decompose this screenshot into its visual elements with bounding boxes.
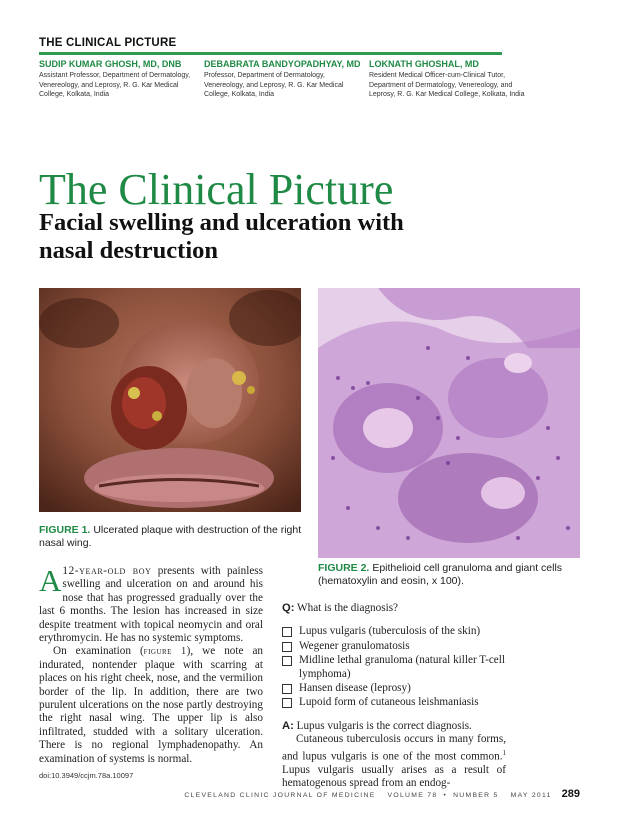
option-text: Lupus vulgaris (tuberculosis of the skin) xyxy=(299,625,481,638)
journal-name: CLEVELAND CLINIC JOURNAL OF MEDICINE xyxy=(184,792,376,799)
page-number: 289 xyxy=(561,788,580,800)
option-item[interactable] xyxy=(282,682,506,695)
checkbox-icon[interactable] xyxy=(282,627,292,637)
answer xyxy=(282,720,506,733)
figure-2-caption xyxy=(318,562,588,588)
paragraph-text: On examination ( xyxy=(53,645,144,658)
figure-2-caption-text: Epithelioid cell granuloma and giant cells (hematoxylin and eosin, x 100). xyxy=(318,562,563,587)
author-affiliation: Professor, Department of Dermatology, Venereology, and Leprosy, R. G. Kar Medical College, Kolkata, India xyxy=(204,72,344,98)
author-block xyxy=(204,59,364,100)
footer-bullet: • xyxy=(443,792,448,799)
paragraph-text: presents with painless swelling and ulceration on and around his nose that has progressed gradually over the last 6 months. The lesion has increased in size despite treatment with topical neomycin and oral erythromycin. He has no systemic symptoms. xyxy=(39,565,264,645)
answer-options xyxy=(282,625,506,709)
issue-date: MAY 2011 xyxy=(510,792,552,799)
author-block xyxy=(39,59,199,100)
figure-1-caption-text: Ulcerated plaque with destruction of the right nasal wing. xyxy=(39,524,302,549)
author-name: SUDIP KUMAR GHOSH, MD, DNB xyxy=(39,59,182,69)
question xyxy=(282,602,506,615)
checkbox-icon[interactable] xyxy=(282,642,292,652)
volume: VOLUME 78 xyxy=(387,792,438,799)
option-item[interactable] xyxy=(282,654,506,681)
dropcap: A xyxy=(39,563,62,598)
question-label: Q: xyxy=(282,602,295,614)
option-text: Lupoid form of cutaneous leishmaniasis xyxy=(299,696,479,709)
case-presentation xyxy=(39,565,263,766)
author-name: LOKNATH GHOSHAL, MD xyxy=(369,59,479,69)
figure-1-caption xyxy=(39,524,309,550)
author-affiliation: Assistant Professor, Department of Dermatology, Venereology, and Leprosy, R. G. Kar Medical College, Kolkata, India xyxy=(39,72,191,98)
author-name: DEBABRATA BANDYOPADHYAY, MD xyxy=(204,59,361,69)
question-answer xyxy=(282,602,506,791)
option-item[interactable] xyxy=(282,640,506,653)
page-footer xyxy=(184,788,580,800)
author-affiliation: Resident Medical Officer-cum-Clinical Tutor, Department of Dermatology, Venereology, and Leprosy, R. G. Kar Medical College, Kolkata, India xyxy=(369,72,525,98)
case-paragraph-1 xyxy=(39,565,263,645)
paragraph-text: ), we note an indurated, nontender plaque with scarring at places on his right cheek, nose, and the vermilion border of the lip. In addition, there are two purulent ulcerations on the nose partly destroying the right nasal wing. The upper lip is also infiltrated, studded with a solitary ulceration. There is no regional lymphadenopathy. An examination of systems is normal. xyxy=(39,645,264,765)
answer-text: Lupus vulgaris is the correct diagnosis. xyxy=(296,719,472,732)
discussion-text: Lupus vulgaris usually arises as a result of hematogenous spread from an endog- xyxy=(282,763,506,790)
answer-label: A: xyxy=(282,719,294,732)
checkbox-icon[interactable] xyxy=(282,656,292,666)
reference-marker[interactable]: 1 xyxy=(502,748,506,757)
author-block xyxy=(369,59,539,100)
option-text: Hansen disease (leprosy) xyxy=(299,682,411,695)
section-rule xyxy=(39,52,502,55)
option-text: Wegener granulomatosis xyxy=(299,639,410,652)
article-subtitle: Facial swelling and ulceration with nasal destruction xyxy=(39,209,404,264)
figure-1-label: FIGURE 1. xyxy=(39,524,91,536)
option-text: Midline lethal granuloma (natural killer T-cell lymphoma) xyxy=(299,654,505,680)
checkbox-icon[interactable] xyxy=(282,684,292,694)
figure-2-histology xyxy=(318,288,580,558)
issue-number: NUMBER 5 xyxy=(453,792,499,799)
article-title: The Clinical Picture xyxy=(39,165,394,214)
case-paragraph-2 xyxy=(39,645,263,766)
discussion-text: Cutaneous tuberculosis occurs in many forms, and lupus vulgaris is one of the most common. xyxy=(282,733,506,763)
doi[interactable]: doi:10.3949/ccjm.78a.10097 xyxy=(39,771,134,780)
lead-smallcaps: 12-year-old boy xyxy=(62,565,152,577)
figure-reference: figure 1 xyxy=(143,646,187,658)
option-item[interactable] xyxy=(282,625,506,638)
checkbox-icon[interactable] xyxy=(282,698,292,708)
figure-1-photo xyxy=(39,288,301,512)
answer-discussion xyxy=(282,733,506,790)
question-text: What is the diagnosis? xyxy=(297,602,399,614)
option-item[interactable] xyxy=(282,696,506,709)
figure-2-label: FIGURE 2. xyxy=(318,562,370,574)
section-label: THE CLINICAL PICTURE xyxy=(39,37,177,49)
